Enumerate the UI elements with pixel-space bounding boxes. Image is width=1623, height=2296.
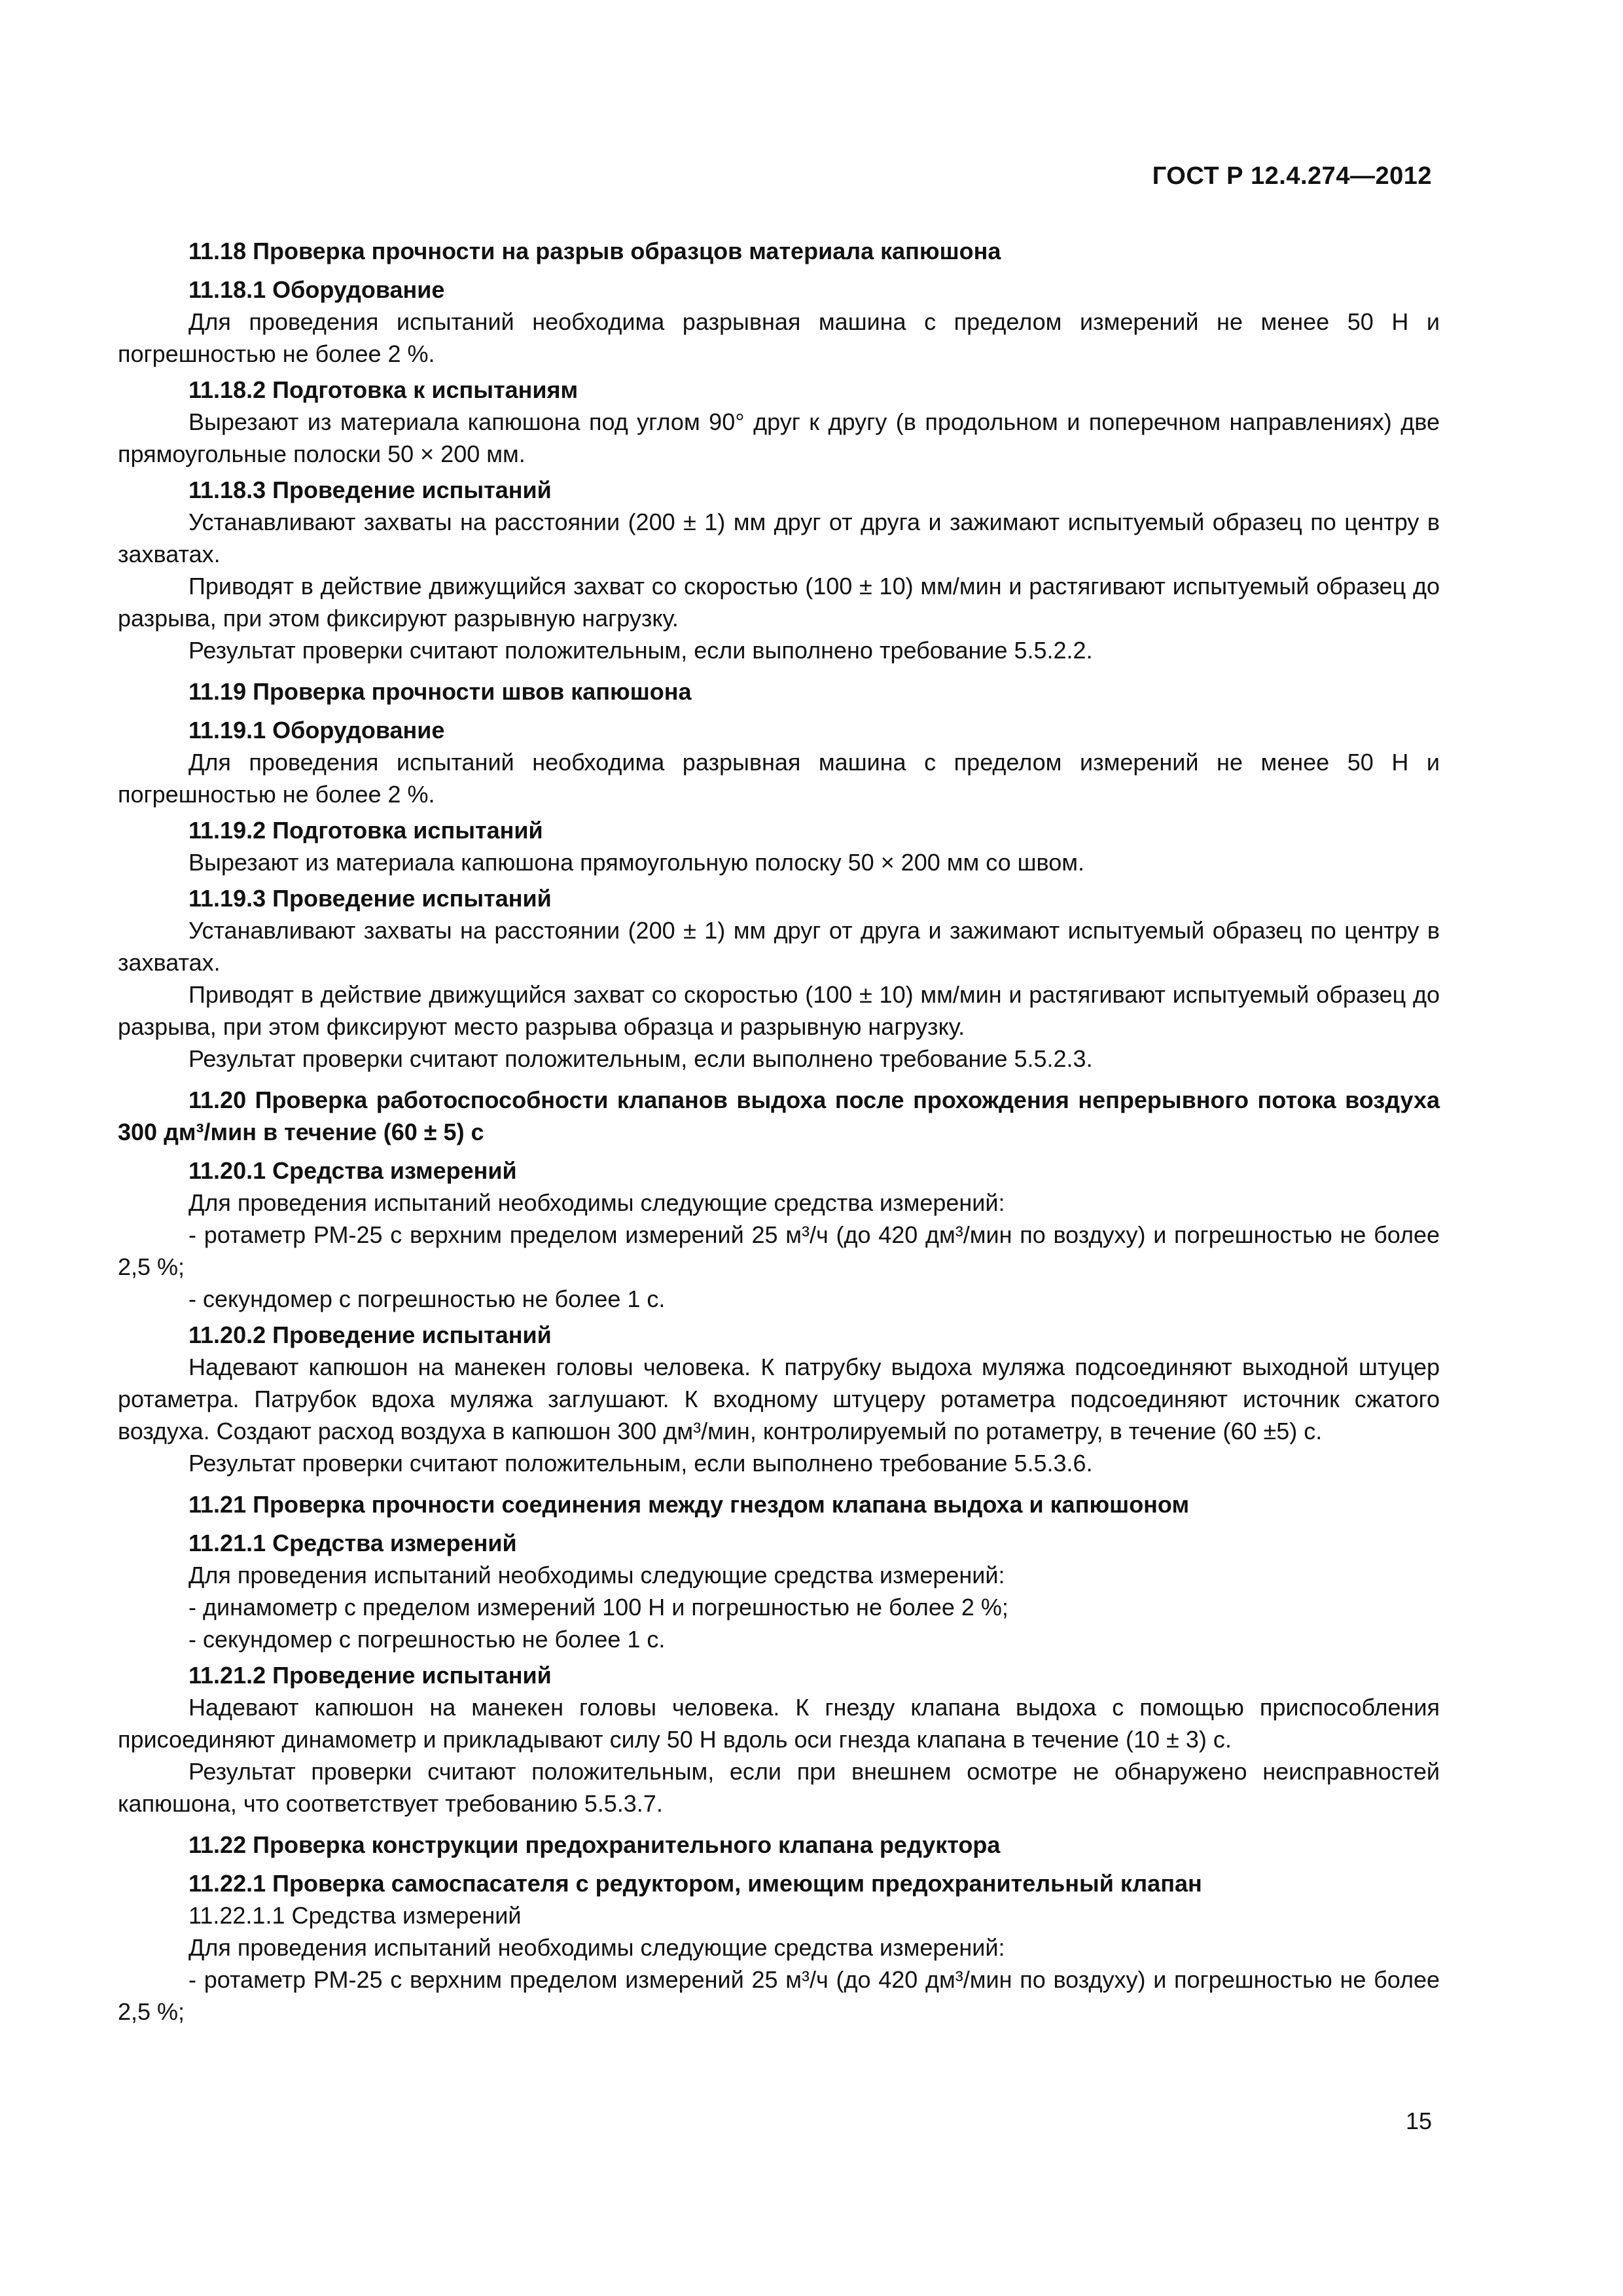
paragraph: Надевают капюшон на манекен головы человека. К гнезду клапана выдоха с помощью приспособления присоединяют динамометр и прикладывают силу 50 Н вдоль оси гнезда клапана в течение (10 ± 3) с. <box>118 1694 1440 1753</box>
paragraph: - ротаметр РМ-25 с верхним пределом измерений 25 м³/ч (до 420 дм³/мин по воздуху) и погрешностью не более 2,5 %; <box>118 1966 1440 2025</box>
paragraph: Для проведения испытаний необходима разрывная машина с пределом измерений не менее 50 Н и погрешностью не более 2 %. <box>118 308 1440 367</box>
subsection-heading: 11.19.3 Проведение испытаний <box>188 885 552 912</box>
subsection-heading: 11.19.1 Оборудование <box>188 717 445 744</box>
section-heading: 11.18 Проверка прочности на разрыв образцов материала капюшона <box>188 238 1001 264</box>
paragraph: Для проведения испытаний необходимы следующие средства измерений: <box>188 1562 1005 1588</box>
section-heading: 11.20 Проверка работоспособности клапанов выдоха после прохождения непрерывного потока воздуха 300 дм³/мин в течение (60 ± 5) с <box>118 1086 1440 1145</box>
subsection-heading: 11.22.1 Проверка самоспасателя с редуктором, имеющим предохранительный клапан <box>188 1870 1202 1897</box>
document-header: ГОСТ Р 12.4.274—2012 <box>1152 162 1432 190</box>
subsection-heading: 11.18.1 Оборудование <box>188 276 445 303</box>
paragraph: Результат проверки считают положительным, если выполнено требование 5.5.2.3. <box>188 1045 1093 1072</box>
subsection-heading: 11.20.2 Проведение испытаний <box>188 1321 552 1348</box>
section-heading: 11.22 Проверка конструкции предохранительного клапана редуктора <box>188 1831 1001 1858</box>
paragraph: - ротаметр РМ-25 с верхним пределом измерений 25 м³/ч (до 420 дм³/мин по воздуху) и погрешностью не более 2,5 %; <box>118 1221 1440 1280</box>
section-heading: 11.21 Проверка прочности соединения между гнездом клапана выдоха и капюшоном <box>188 1491 1190 1518</box>
clause-heading: 11.22.1.1 Средства измерений <box>188 1902 522 1929</box>
paragraph: - секундомер с погрешностью не более 1 с. <box>188 1626 666 1653</box>
paragraph: Приводят в действие движущийся захват со скоростью (100 ± 10) мм/мин и растягивают испытуемый образец до разрыва, при этом фиксируют разрывную нагрузку. <box>118 573 1440 632</box>
paragraph: Для проведения испытаний необходимы следующие средства измерений: <box>188 1934 1005 1961</box>
paragraph: Для проведения испытаний необходимы следующие средства измерений: <box>188 1189 1005 1216</box>
paragraph: Надевают капюшон на манекен головы человека. К патрубку выдоха муляжа подсоединяют выходной штуцер ротаметра. Патрубок вдоха муляжа заглушают. К входному штуцеру ротаметра подсоединяют источник сжатого воздуха. Создают расход воздуха в капюшон 300 дм³/мин, контролируемый по ротаметру, в течение (60 ±5) с. <box>118 1354 1440 1444</box>
paragraph: Результат проверки считают положительным, если выполнено требование 5.5.3.6. <box>188 1450 1093 1477</box>
paragraph: Устанавливают захваты на расстоянии (200 ± 1) мм друг от друга и зажимают испытуемый образец по центру в захватах. <box>118 509 1440 567</box>
paragraph: Вырезают из материала капюшона прямоугольную полоску 50 × 200 мм со швом. <box>188 849 1085 876</box>
document-body <box>118 226 1440 2028</box>
subsection-heading: 11.21.2 Проведение испытаний <box>188 1662 552 1689</box>
section-heading: 11.19 Проверка прочности швов капюшона <box>188 678 692 705</box>
paragraph: Приводят в действие движущийся захват со скоростью (100 ± 10) мм/мин и растягивают испытуемый образец до разрыва, при этом фиксируют место разрыва образца и разрывную нагрузку. <box>118 981 1440 1040</box>
paragraph: Вырезают из материала капюшона под углом 90° друг к другу (в продольном и поперечном направлениях) две прямоугольные полоски 50 × 200 мм. <box>118 408 1440 467</box>
paragraph: Результат проверки считают положительным, если при внешнем осмотре не обнаружено неисправностей капюшона, что соответствует требованию 5.5.3.7. <box>118 1758 1440 1817</box>
subsection-heading: 11.18.2 Подготовка к испытаниям <box>188 376 579 403</box>
paragraph: Устанавливают захваты на расстоянии (200 ± 1) мм друг от друга и зажимают испытуемый образец по центру в захватах. <box>118 917 1440 976</box>
subsection-heading: 11.19.2 Подготовка испытаний <box>188 817 543 844</box>
subsection-heading: 11.18.3 Проведение испытаний <box>188 476 552 503</box>
paragraph: - динамометр с пределом измерений 100 Н и погрешностью не более 2 %; <box>188 1594 1008 1621</box>
paragraph: Для проведения испытаний необходима разрывная машина с пределом измерений не менее 50 Н и погрешностью не более 2 %. <box>118 749 1440 808</box>
page-number: 15 <box>1405 2108 1432 2134</box>
paragraph: - секундомер с погрешностью не более 1 с. <box>188 1285 666 1312</box>
paragraph: Результат проверки считают положительным, если выполнено требование 5.5.2.2. <box>188 637 1093 664</box>
subsection-heading: 11.21.1 Средства измерений <box>188 1530 517 1556</box>
subsection-heading: 11.20.1 Средства измерений <box>188 1157 517 1184</box>
